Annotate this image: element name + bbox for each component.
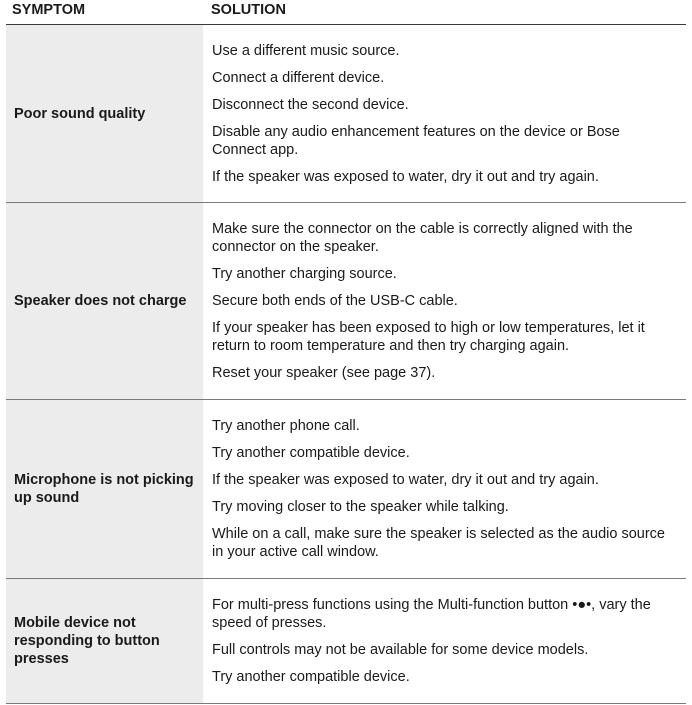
solutions-cell [203, 400, 686, 578]
symptom-cell: Speaker does not charge [6, 203, 203, 399]
table-row [6, 203, 686, 400]
solution-item: Try another compatible device. [212, 445, 410, 461]
solution-item: Full controls may not be available for some device models. [212, 642, 589, 658]
solution-item: Try another compatible device. [212, 669, 410, 685]
solution-item: If your speaker has been exposed to high or low temperatures, let it return to room temperature and then try charging again. [212, 320, 645, 354]
solution-item: If the speaker was exposed to water, dry it out and try again. [212, 472, 599, 488]
solution-item: Disconnect the second device. [212, 96, 409, 113]
solution-item: Try another phone call. [212, 418, 360, 434]
symptom-cell: Poor sound quality [6, 25, 203, 202]
solution-item: For multi-press functions using the Multi-function button •●•, vary the speed of presses. [212, 597, 651, 631]
symptom-cell: Mobile device not responding to button presses [6, 579, 203, 703]
symptom-cell: Microphone is not picking up sound [6, 400, 203, 578]
solution-item: Try another charging source. [212, 266, 397, 282]
solutions-cell [203, 203, 686, 399]
solution-item: Secure both ends of the USB-C cable. [212, 293, 458, 309]
solution-item: Make sure the connector on the cable is correctly aligned with the connector on the speaker. [212, 221, 633, 255]
solutions-cell [203, 25, 686, 202]
solution-item: Use a different music source. [212, 42, 400, 59]
solution-item: Reset your speaker (see page 37). [212, 365, 436, 381]
table-row [6, 25, 686, 203]
solution-item: If the speaker was exposed to water, dry it out and try again. [212, 168, 599, 185]
table-row [6, 579, 686, 704]
solution-item: Try moving closer to the speaker while talking. [212, 499, 509, 515]
symptom-column-header: SYMPTOM [12, 2, 86, 18]
solution-item: Connect a different device. [212, 69, 385, 86]
solution-column-header: SOLUTION [211, 2, 286, 18]
solutions-cell [203, 579, 686, 703]
troubleshooting-table [6, 0, 686, 704]
table-header [6, 0, 686, 25]
solution-item: Disable any audio enhancement features on the device or Bose Connect app. [212, 123, 620, 158]
table-row [6, 400, 686, 579]
solution-item: While on a call, make sure the speaker is selected as the audio source in your active call window. [212, 526, 665, 560]
